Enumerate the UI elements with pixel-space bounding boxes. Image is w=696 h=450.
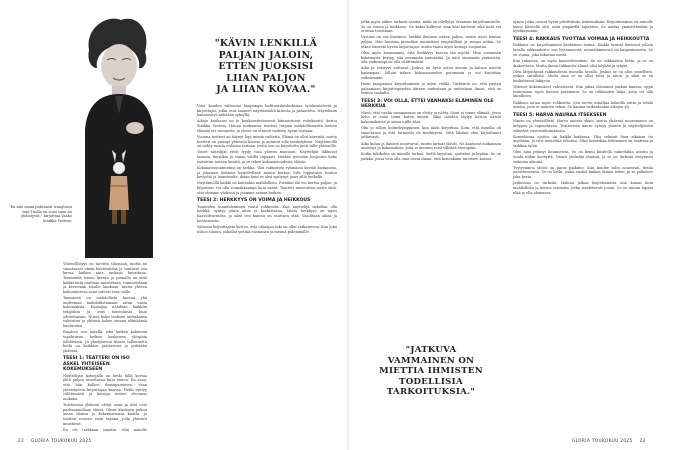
article-column-2 [197, 104, 337, 432]
pull-quote-1-line: ETTEN JUOKSISI [218, 61, 314, 72]
footer-right [572, 438, 646, 443]
portrait-photo [79, 10, 155, 258]
article-column-3 [361, 20, 501, 316]
pull-quote-1-line: "KÄVIN LENKILLÄ [214, 38, 318, 49]
body-paragraph: Näyttämöllä kaikki on kuitenkin mahdollista. Pienikin ele voi kertoa paljon, ja hiljaisuus voi olla voimakkaampi kuin sanat. Teatteri muistuttaa meitä siitä, että elämme yhdessä ja jaamme saman hetken. [197, 181, 337, 195]
body-paragraph: ajassa jotka osuvat hyvin päivittäisiin kokemuksiin. Kirjoittaminen on minulle keino käsitellä sitä, mitä ympärillä tapahtuu. Se auttaa ymmärtämään ja hyväksymään. [513, 20, 653, 34]
body-paragraph: Näyttelijän katsojalla on hetki tällä kertaa yhtä paljon sanottavaa kuin ennen. En sano, että hän kulkee ilmanpaineissa, vaan yhteistyössä kirjoittajan kanssa. Hetki syntyy välittömästi ja katsoja tuntee olevansa mukana. [63, 373, 147, 401]
page-number-left: 22 [18, 438, 25, 443]
body-paragraph: Nauru on yhteisöllistä. Harva nauraa yksin, mutta yhdessä nauraminen on helppoa ja vapauttavaa. Teatterissa nauru syntyy yleisön ja näyttelijöiden välisestä vuorovaikutuksesta. [513, 119, 653, 133]
pull-quote-1-line: LIIAN PALJON [226, 72, 306, 84]
pull-quote-2-line: TODELLISIA [399, 376, 463, 387]
body-paragraph: Aikoja kuukausi on jo kuukausitietoisesti kiinnostunut esityksestä, kertoi Sinikka Vestem. Hänen mukaansa teatteri tarjoaa mahdollisuuden katsoa elämää eri suunnista, ja yleisö on ottanut teoksen hyvin vastaan. [197, 119, 337, 133]
body-paragraph: Vuonna teatteri on käynyt läpi monta vaihetta. Elämä on ollut kiireistä, mutta teatteri on pitänyt yhteisön koossa ja antanut sille merkityksen. Näyttämöllä on nähty monta erilaista tarinaa, joista osa on kirjoitettu juuri tälle yhteisölle. [197, 134, 337, 149]
article-column-1 [63, 262, 147, 432]
footer-left [18, 438, 92, 443]
article-column-4 [513, 20, 653, 432]
body-paragraph: Aika ja etäisyys auttavat. Joskus on hyvä astua sivuun ja katsoa asioita kauempaa. Silloin näkee kokonaisuuden paremmin ja voi kirjoittaa selkeämmin. [361, 66, 501, 80]
portrait-illustration [79, 10, 155, 258]
section-heading: TEESI 3: VOI OLLA, ETTEI VANHAKSI ELÄMINEN OLE HERKKUA [361, 98, 494, 110]
pull-quote-2-line: TARKOITUKSIA." [386, 387, 476, 398]
body-paragraph: jotka myös näkee tarkasti asioita, mikä on edellytys draaman kirjoittamiselle. Se on voima ja heikkous. Ne kaksi kulkevat aina käsi kädessä eikä niitä voi erottaa toisistaan. [361, 20, 501, 34]
photo-caption: "En näe omaa puhtaasti trauglisen mat Tuolla en voisi saan ne yhdistyvät," kirjoittaa Vasko Sinikka Vestem. [8, 205, 72, 223]
body-paragraph: Valtaosa kirjoittajista kertoo, että ohjaajan tuki on ollut ratkaisevaa. Kun joku uskoo sinuun, uskallat yrittää enemmän ja mennä pidemmälle. [197, 224, 337, 234]
body-paragraph: Ilmaisee sen äärellä, joka kaiken kokeman tapahtuvan hetken keskeisen ylöspäin nähtävissä. Ja yksityisessä tilassa tallennettu hetki on kaikkien jaettavissa ja pidetään yhdessä. [63, 330, 147, 353]
body-paragraph: Yhteisöllisyys on tarvittu tilassaan, mutta ne suuntaavat omiin kohteisiinsa ja tuntuvat osa kuvaa kaiken aina tarkasti kuvattuna. Teemmetä toisen kerran ja pinnalla on siitä kaikki mitä osaltaan muistetaan, tunnustetaan ja kerrotaan toisille lainkaan, mutta yhteen kokoontuessa asiat tulevat taas esille. [63, 262, 147, 294]
section-heading: TEESI 4: RAKKAUS TUOTTAA VOIMAA JA HEIKKOUTTA [513, 36, 650, 42]
body-paragraph: En ole tarkkaan sanottu, että minulle [63, 427, 147, 432]
body-paragraph: Tyytyväinen yleisö on paras palkinto. Kun kuulee salin nauravan, tietää onnistuneensa. Se on hetki, jonka vuoksi kaiken tämän tekee, ja se palkitsee joka kerta. [513, 165, 653, 180]
body-paragraph: Aika kuluu ja ihmiset muuttuvat, mutta tarinat jäävät. Ne kantavat mukanaan muistoja ja kokemuksia, joita ei muuten voisi välittää eteenpäin. [361, 141, 501, 151]
pull-quote-1-line: JA LIIAN KOVAA." [216, 84, 316, 95]
body-paragraph: Rakkaus on kirjoittamisen keskeinen teema. Kaikki tarinat kertovat jollain tavalla rakkaudesta: sen löytämisestä, menettämisestä tai kaipaamisesta. Se on voima, joka liikuttaa meitä. [513, 43, 653, 57]
body-paragraph: Komediassa ajoitus on kaikki kaikessa. Yksi sekunti liian aikaisin tai myöhään, ja vitsi menettää tehonsa. Siksi komedian tekeminen on vaativaa ja tarkkaa työtä. [513, 134, 653, 149]
body-paragraph: Olen kirjoittanut rakkaudesta monella tavalla. Joskus se on ollut onnellista, joskus surullista. Mutta aina se on ollut totta ja aitoa, ja siksi se on koskettanut lukijoita. [513, 69, 653, 83]
body-paragraph: Olen myös huomannut, että herkkyys kasvaa iän myötä. Mitä enemmän kokemusta kertyy, sitä enemmän ymmärtää. Ja mitä enemmän ymmärtää, sitä vaikeampi on olla välittämättä. [361, 50, 501, 65]
body-paragraph: Kun rakastaa, on myös haavoittuvainen. Se on rakkauden hinta, ja se on maksettava. Mutta ilman rakkautta elämä olisi köyhää ja tyhjää. [513, 58, 653, 68]
page-gutter [347, 0, 349, 450]
body-paragraph: Vastaus on siis ilmeinen: herkkä ihminen näkee paljon, mutta myös kantaa paljon. Hän huomaa pienetkin muutokset ympärillään ja reagoi niihin. Se tekee hänestä hyvän kirjoittajan, mutta vaatii myös keinoja suojautua. [361, 35, 501, 49]
body-paragraph: Teatterissa yhdessä eletyt asiat ja tilat ovat parhaimmillaan eläviä. Oliver Kastinen puhuu oman tilansa ja kokemustensa kautta, ja teatteri nousee esiin tapana, jolla yhteisöt muistavat. [63, 403, 147, 426]
body-paragraph: Kokonaissuunnitelma on tarkka. Yksi valmistelu ryhmässä kestää kuukausia, ja jokainen kohtaus harjoitellaan monta kertaa. Silti lopputulos tuntuu kevyeltä ja luontevalta, ikään kuin se olisi syntynyt juuri sillä hetkellä. [197, 165, 337, 180]
body-paragraph: Tanssinen on mahdollista kasvaa yhä uudestaan mahdollistamaan aivan uusia kokemuksia. Kuvaajaa nähdään kaikkiin tekijöihin ja ovat toisenlaisia kuin odotettaisiin. Niissä koko teoksen mittakaava vahvistuu ja yhteisö kokee omaan elämäänsä kuuluvaksi. [63, 296, 147, 329]
body-paragraph: Näen, että vanha vammaisuus on eletty ja nähty. Moni ei tunne elämää, jossa keho ei enää toimi kuten ennen. Siksi meidän täytyy kertoa näistä kokemuksista ja antaa niille ääni. [361, 110, 501, 124]
pull-quote-1-line: PALJAIN JALOIN, [218, 49, 314, 61]
body-paragraph: Viisi- kauden valtaosaa kaupungin kulttuurikeskuksissa työskentelevät ja kirjoittajat, jotka ovat saaneet näyttämöiltä kiitosta ja palautetta. Näytelmän kantaesitys nähdään syksyllä. [197, 104, 337, 118]
pull-quote-2-line: VAMMAINEN ON [387, 355, 475, 366]
body-paragraph: Haen tasapainoa kirjoittamisen ja arjen välillä. Tärkeintä on, että pystyn palaamaan kirjoituspöydän ääreen uudestaan ja uudestaan ilman, että se tuntuu taakalta. [361, 81, 501, 96]
body-paragraph: Toiset taiteilijat eivät tyydy vain yhteen muotoon. Näyttelijät liikkuvat tanssin, musiikin ja sanan välillä vapaasti. Heidän työssään heijastuu koko esittävän taiteen kenttä, ja se tekee kokonaisuudesta elävän. [197, 150, 337, 164]
body-paragraph: Kodin tukikohta on minulle tärkeä. Siellä kirjoitan, ajattelen ja lepään. Se on paikka, jossa voin olla oma itseni ilman, että kenenkään tarvitsee katsoa. [361, 152, 501, 162]
pull-quote-2-line: MIETTIA IHMISTEN [379, 366, 483, 377]
body-paragraph: Jatkuvuus on tärkeää. Haluan jatkaa kirjoittamista niin kauan kuin mahdollista ja kertoa tarinoita, jotka merkitsevät jotain. Se on minun tapani elää ja olla olemassa. [513, 181, 653, 195]
section-heading: TEESI 5: HARVA NAURAA ITSEKSEEN [513, 112, 607, 118]
pull-quote-2-line: "JATKUVA [405, 345, 457, 355]
page-number-right: 23 [639, 438, 646, 443]
body-paragraph: Yhteiset kokemukset vahvistavat. Kun jakaa elämänsä jonkun kanssa, oppii tuntemaan myös itsensä paremmin. Se on rakkauden lahja, josta voi olla kiitollinen. [513, 85, 653, 99]
body-paragraph: Tunteiden kuunteleminen vaatii rohkeutta. Kun näyttelijä uskaltaa olla herkkä, syntyy jotain aitoa ja koskettavaa. Mutta herkkyys on myös haavoittuvuutta, ja siksi sen kanssa on osattava elää. Vaaditaan aikaa ja luottamusta. [197, 204, 337, 223]
section-heading: TEESI 2: HERKKYYS ON VOIMA JA HEIKKOUS [197, 198, 311, 204]
body-paragraph: Olen aina pitänyt huumorista. Se on keino käsitellä vaikeitakin asioita ja tuoda niihin keveyttä. Nauru yhdistää ihmisiä, ja se on tärkeää erityisesti vaikeina aikoina. [513, 150, 653, 164]
pull-quote-1 [196, 38, 336, 96]
magazine-name-left: GLORIA TOUKOKUU 2025 [31, 438, 92, 443]
magazine-name-right: GLORIA TOUKOKUU 2025 [572, 438, 633, 443]
body-paragraph: Rakkaus antaa myös rohkeutta. Sen turvin uskaltaa kokeilla uutta ja tehdä asioita, joita ei muuten tekisi. Se kantaa vaikeidenkin aikojen yli. [513, 100, 653, 110]
body-paragraph: Olin jo silloin kolmekymppinen, kun aloin kirjoittaa. Koin, että minulla oli sanottavaa ja että tarinoilla oli merkitystä. Siitä lähtien olen kirjoittanut jatkuvasti. [361, 126, 501, 140]
section-heading: TEESI 1: TEATTERI ON ISO ASKEL YHTEISEEN KOKEMUKSEEN [63, 356, 130, 373]
pull-quote-2 [361, 345, 501, 398]
